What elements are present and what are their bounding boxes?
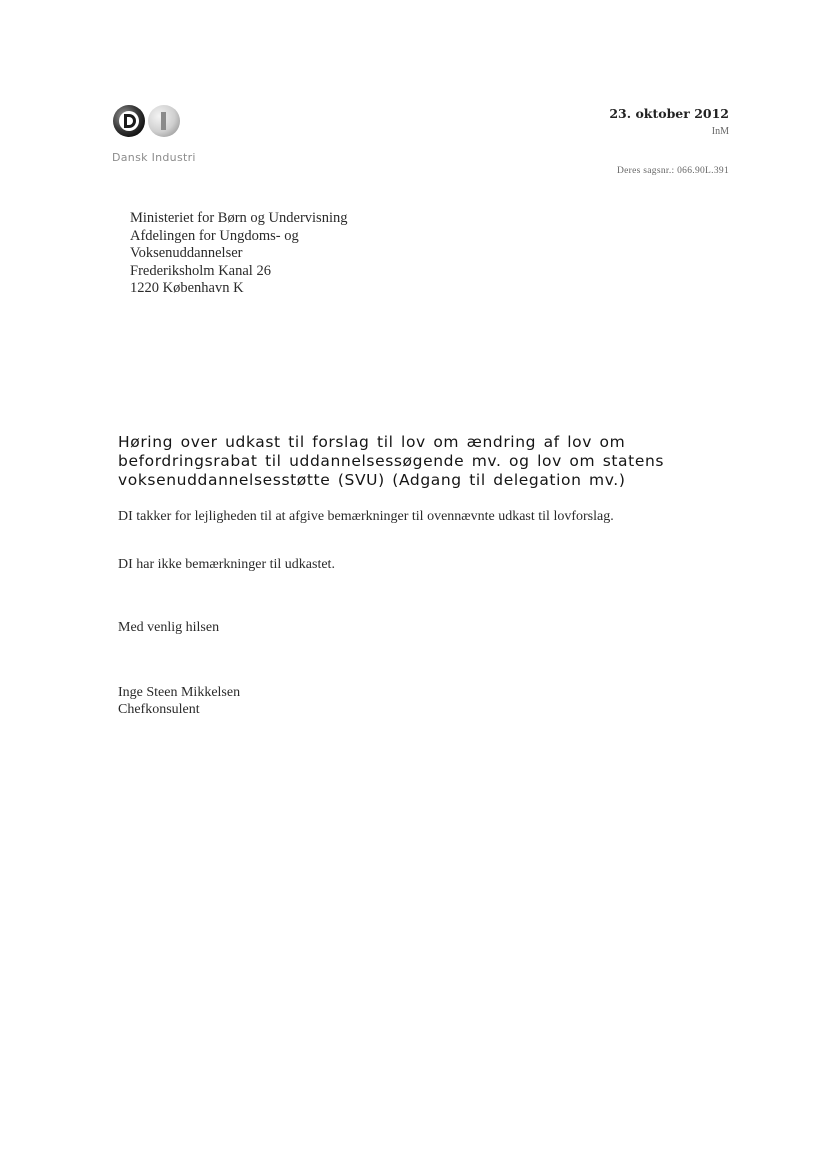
logo-caption: Dansk Industri: [112, 151, 196, 164]
address-line: 1220 København K: [130, 280, 244, 296]
address-line: Afdelingen for Ungdoms- og: [130, 227, 299, 244]
signer-name: Inge Steen Mikkelsen: [118, 685, 241, 700]
address-line: Frederiksholm Kanal 26: [130, 262, 271, 279]
di-logo-mark: [112, 101, 192, 145]
letter-subject: Høring over udkast til forslag til lov om ændring af lov om befordringsrabat til uddannelsessøgende mv. og lov om statens voksenuddannelsesstøtte (SVU) (Adgang til delegation mv.): [118, 433, 665, 489]
case-number: Deres sagsnr.: 066.90L.391: [616, 166, 729, 176]
letter-date: 23. oktober 2012: [609, 106, 729, 121]
sender-initials: InM: [711, 126, 729, 137]
signature-block: [118, 684, 240, 718]
body-paragraph: DI takker for lejligheden til at afgive bemærkninger til ovennævnte udkast til lovforslag.: [118, 509, 614, 524]
address-line: Ministeriet for Børn og Undervisning: [130, 210, 348, 226]
address-line: Voksenuddannelser: [130, 245, 243, 261]
body-paragraph: DI har ikke bemærkninger til udkastet.: [118, 557, 335, 572]
signer-title: Chefkonsulent: [118, 702, 200, 717]
di-logo: [112, 101, 232, 163]
closing-salutation: Med venlig hilsen: [118, 620, 220, 635]
recipient-address: [130, 210, 347, 298]
